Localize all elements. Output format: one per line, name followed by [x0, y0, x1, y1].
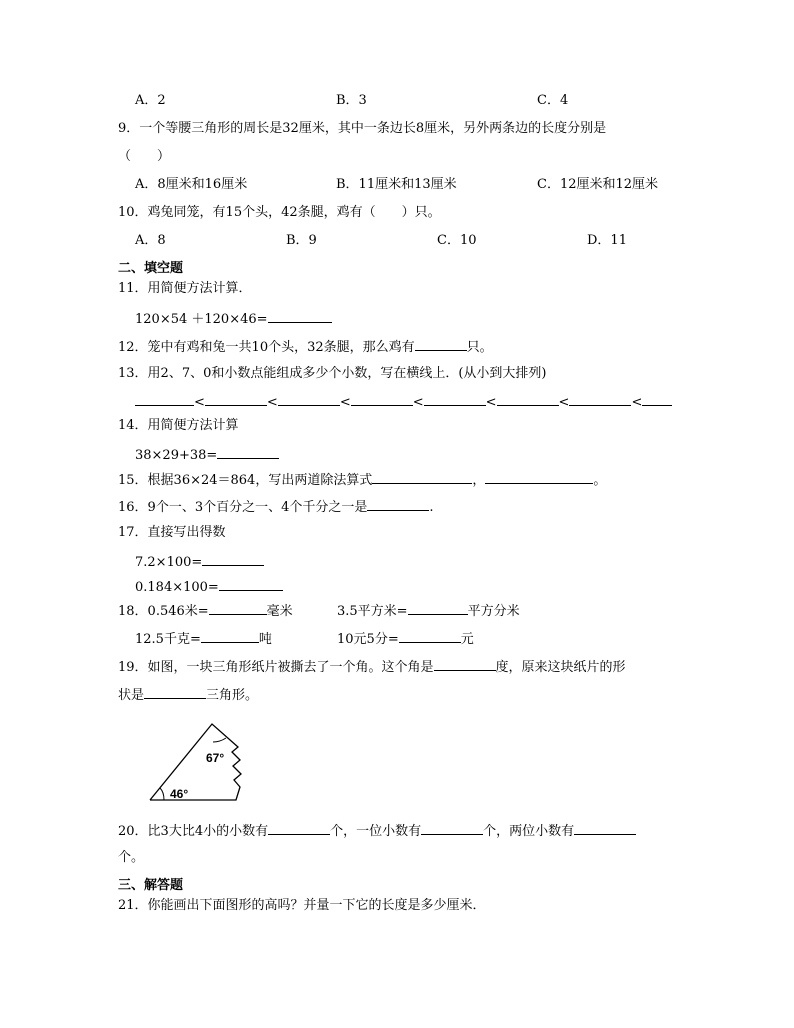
q13-blank-5[interactable]	[424, 392, 486, 406]
bottom-angle-arc	[160, 788, 164, 800]
q10-option-b: B．9	[286, 233, 317, 248]
q13-sep: <	[339, 395, 351, 410]
q12-answer-blank[interactable]	[415, 337, 467, 351]
q12-pre: 12．笼中有鸡和兔一共10个头，32条腿，那么鸡有	[118, 340, 415, 355]
q15-mid: ，	[472, 473, 486, 488]
q16-pre: 16．9个一、3个百分之一、4个千分之一是	[118, 500, 368, 515]
q19-line2-post: 三角形。	[206, 688, 259, 703]
q20-blank-1[interactable]	[268, 821, 330, 835]
q18-b-pre: 3.5平方米=	[337, 604, 408, 619]
q11-text: 11．用简便方法计算．	[118, 281, 252, 296]
q20-blank-3[interactable]	[574, 821, 636, 835]
q10-option-c: C．10	[437, 233, 477, 248]
q8-option-c: C．4	[537, 93, 569, 108]
q11-answer-blank[interactable]	[268, 309, 332, 323]
q13-blank-1[interactable]	[135, 392, 194, 406]
q16-line	[118, 497, 434, 517]
q15-line	[118, 470, 606, 490]
q18-blank-c[interactable]	[201, 629, 259, 643]
q13-blank-8[interactable]	[642, 392, 672, 406]
q11-expression	[135, 309, 332, 329]
section-title-answer: 三、解答题	[118, 878, 184, 893]
q9-option-c: C．12厘米和12厘米	[537, 177, 659, 192]
q12-post: 只。	[466, 340, 493, 355]
q13-sep: <	[485, 395, 497, 410]
q20-line	[118, 821, 636, 841]
q17-answer-blank-2[interactable]	[219, 577, 283, 591]
q18-part-d	[337, 629, 474, 649]
q13-blanks-row	[135, 392, 672, 412]
q18-d-pre: 10元5分=	[337, 632, 399, 647]
q17-expr2: 0.184×100=	[135, 580, 219, 595]
q18-part-a	[118, 601, 293, 621]
q20-blank-2[interactable]	[421, 821, 483, 835]
q13-sep: <	[266, 395, 278, 410]
q18-part-c	[135, 629, 272, 649]
q17-expr1: 7.2×100=	[135, 555, 203, 570]
q18-d-post: 元	[460, 632, 474, 647]
q18-c-pre: 12.5千克=	[135, 632, 201, 647]
triangle-outline	[150, 724, 241, 800]
q8-option-a: A．2	[135, 93, 166, 108]
q9-option-b: B．11厘米和13厘米	[336, 177, 457, 192]
q13-blank-3[interactable]	[278, 392, 340, 406]
q19-shape-blank[interactable]	[144, 685, 206, 699]
q12-line	[118, 337, 493, 357]
q15-post: 。	[593, 473, 607, 488]
q19-line1-post: 度，原来这块纸片的形	[495, 660, 626, 675]
q13-sep: <	[558, 395, 570, 410]
q18-blank-b[interactable]	[408, 601, 468, 615]
q19-line-2	[118, 685, 258, 705]
q17-expression-1	[135, 552, 264, 572]
bottom-angle-label: 46°	[170, 787, 189, 801]
q15-answer-blank-2[interactable]	[485, 470, 593, 484]
q16-answer-blank[interactable]	[367, 497, 429, 511]
q18-a-pre: 18．0.546米=	[118, 604, 209, 619]
q18-blank-d[interactable]	[399, 629, 461, 643]
q9-text: 9．一个等腰三角形的周长是32厘米，其中一条边长8厘米，另外两条边的长度分别是	[118, 121, 607, 136]
q14-expr: 38×29+38=	[135, 448, 218, 463]
q10-text: 10．鸡兔同笼，有15个头，42条腿，鸡有（ ）只。	[118, 205, 441, 220]
top-angle-label: 67°	[206, 751, 225, 765]
q18-part-b	[337, 601, 520, 621]
q14-text: 14．用简便方法计算	[118, 418, 239, 433]
q20-mid1: 个，一位小数有	[330, 824, 422, 839]
q19-line-1	[118, 657, 626, 677]
q14-answer-blank[interactable]	[217, 445, 279, 459]
q17-expression-2	[135, 577, 283, 597]
q9-paren: （ ）	[118, 149, 171, 164]
q19-line2-pre: 状是	[118, 688, 145, 703]
torn-triangle-figure	[140, 712, 250, 807]
q18-b-post: 平方分米	[467, 604, 520, 619]
q17-answer-blank-1[interactable]	[202, 552, 264, 566]
q13-blank-2[interactable]	[205, 392, 267, 406]
top-angle-arc	[213, 738, 226, 742]
q8-option-b: B．3	[336, 93, 367, 108]
q20-pre: 20．比3大比4小的小数有	[118, 824, 269, 839]
q14-expression	[135, 445, 279, 465]
q15-pre: 15．根据36×24＝864，写出两道除法算式	[118, 473, 373, 488]
q9-option-a: A．8厘米和16厘米	[135, 177, 248, 192]
q10-option-d: D．11	[587, 233, 627, 248]
q13-text: 13．用2、7、0和小数点能组成多少个小数，写在横线上．(从小到大排列)	[118, 366, 547, 381]
q15-answer-blank-1[interactable]	[372, 470, 472, 484]
q11-expr: 120×54 ＋120×46=	[135, 312, 268, 327]
q19-line1-pre: 19．如图，一块三角形纸片被撕去了一个角。这个角是	[118, 660, 434, 675]
q19-angle-blank[interactable]	[434, 657, 496, 671]
q20-mid2: 个，两位小数有	[483, 824, 575, 839]
q17-text: 17．直接写出得数	[118, 525, 226, 540]
q10-option-a: A．8	[135, 233, 166, 248]
section-title-fill-in: 二、填空题	[118, 261, 184, 276]
q18-blank-a[interactable]	[209, 601, 267, 615]
q18-c-post: 吨	[258, 632, 272, 647]
q13-blank-6[interactable]	[497, 392, 559, 406]
q13-blank-7[interactable]	[569, 392, 631, 406]
q13-blank-4[interactable]	[351, 392, 413, 406]
q16-post: .	[429, 500, 434, 515]
q13-sep: <	[631, 395, 643, 410]
q20-end: 个。	[118, 850, 145, 865]
q13-sep: <	[412, 395, 424, 410]
q13-sep: <	[194, 395, 205, 410]
q21-text: 21．你能画出下面图形的高吗？并量一下它的长度是多少厘米．	[118, 898, 486, 913]
q18-a-post: 毫米	[266, 604, 293, 619]
